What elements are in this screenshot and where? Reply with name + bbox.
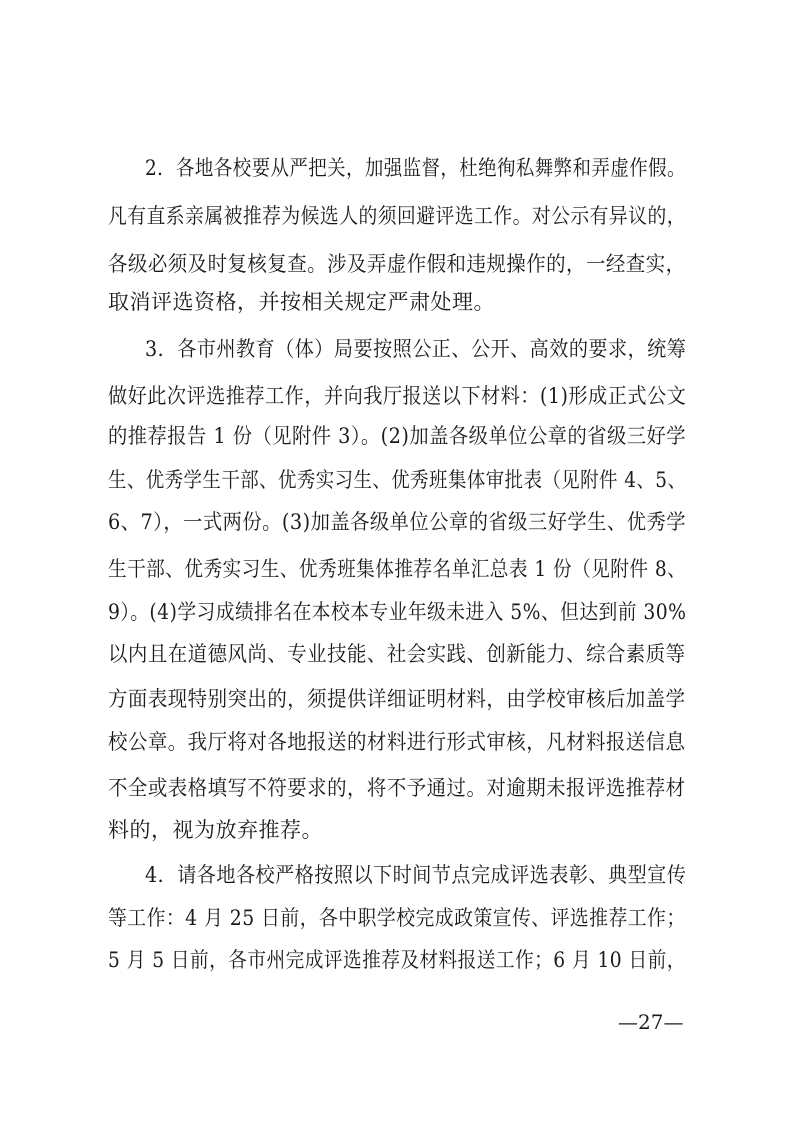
text-line: 取消评选资格，并按相关规定严肃处理。 <box>108 290 495 314</box>
text-line: 的推荐报告 1 份（见附件 3）。(2)加盖各级单位公章的省级三好学 <box>108 424 686 448</box>
text-line: 9）。(4)学习成绩排名在本校本专业年级未进入 5%、但达到前 30% <box>108 600 687 624</box>
text-line: 2．各地各校要从严把关，加强监督，杜绝徇私舞弊和弄虚作假。 <box>145 156 686 180</box>
text-line: 3．各市州教育（体）局要按照公正、公开、高效的要求，统筹 <box>145 337 687 361</box>
text-line: 方面表现特别突出的，须提供详细证明材料，由学校审核后加盖学 <box>108 687 686 711</box>
text-line: 校公章。我厅将对各地报送的材料进行形式审核，凡材料报送信息 <box>108 730 686 754</box>
text-line: 生干部、优秀实习生、优秀班集体推荐名单汇总表 1 份（见附件 8、 <box>108 557 687 581</box>
text-line: 以内且在道德风尚、专业技能、社会实践、创新能力、综合素质等 <box>108 642 686 666</box>
text-line: 6、7），一式两份。(3)加盖各级单位公章的省级三好学生、优秀学 <box>108 510 686 534</box>
text-line: 凡有直系亲属被推荐为候选人的须回避评选工作。对公示有异议的， <box>108 204 686 228</box>
text-line: 等工作：4 月 25 日前，各中职学校完成政策宣传、评选推荐工作； <box>108 906 686 930</box>
page-number: —27— <box>618 1010 684 1034</box>
text-line: 不全或表格填写不符要求的，将不予通过。对逾期未报评选推荐材 <box>108 776 686 800</box>
text-line: 各级必须及时复核复查。涉及弄虚作假和违规操作的，一经查实， <box>108 252 686 276</box>
text-line: 4．请各地各校严格按照以下时间节点完成评选表彰、典型宣传 <box>145 863 687 887</box>
text-line: 生、优秀学生干部、优秀实习生、优秀班集体审批表（见附件 4、5、 <box>108 468 687 492</box>
text-line: 5 月 5 日前，各市州完成评选推荐及材料报送工作；6 月 10 日前， <box>108 948 686 972</box>
text-line: 料的，视为放弃推荐。 <box>108 818 323 842</box>
text-line: 做好此次评选推荐工作，并向我厅报送以下材料：(1)形成正式公文 <box>108 384 687 408</box>
